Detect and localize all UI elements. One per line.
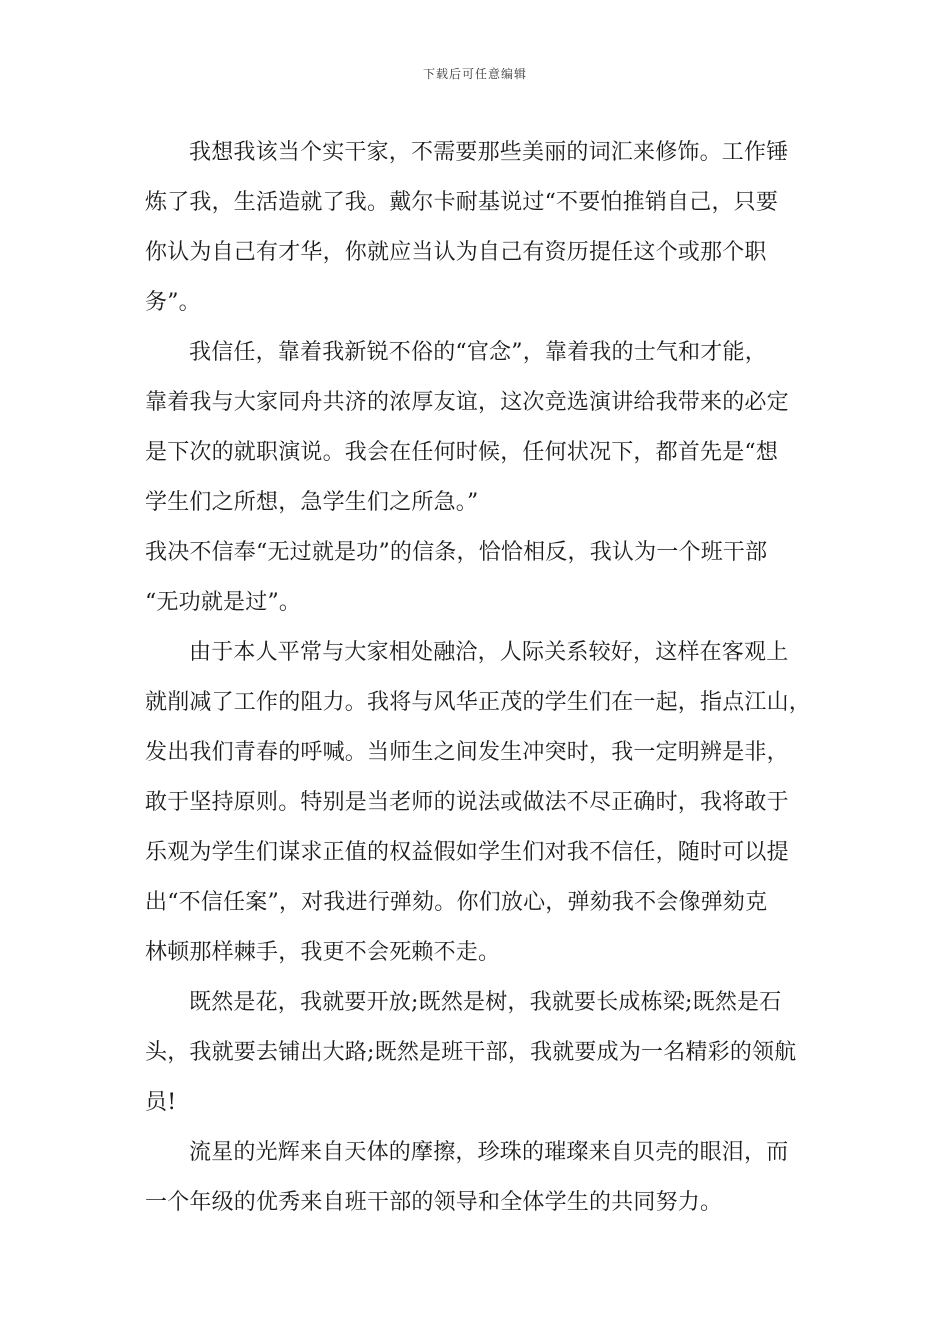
- text-line: 我信任，靠着我新锐不俗的“官念”，靠着我的士气和才能，: [189, 340, 767, 365]
- text-line: 由于本人平常与大家相处融洽，人际关系较好，这样在客观上: [189, 640, 789, 665]
- text-line: 就削减了工作的阻力。我将与风华正茂的学生们在一起，指点江山，: [145, 690, 812, 715]
- text-line: “无功就是过”。: [145, 590, 302, 615]
- text-line: 林顿那样棘手，我更不会死赖不走。: [145, 940, 501, 965]
- document-body: [145, 128, 810, 1228]
- paragraph-2: [145, 328, 810, 528]
- text-line: 务”。: [145, 290, 201, 315]
- paragraph-3: [145, 528, 810, 628]
- text-line: 学生们之所想，急学生们之所急。”: [145, 490, 479, 515]
- text-line: 员!: [145, 1090, 177, 1115]
- text-line: 乐观为学生们谋求正值的权益假如学生们对我不信任，随时可以提: [145, 840, 789, 865]
- text-line: 既然是花，我就要开放;既然是树，我就要长成栋梁;既然是石: [189, 990, 782, 1015]
- text-line: 靠着我与大家同舟共济的浓厚友谊，这次竞选演讲给我带来的必定: [145, 390, 789, 415]
- text-line: 一个年级的优秀来自班干部的领导和全体学生的共同努力。: [145, 1190, 723, 1215]
- paragraph-6: [145, 1128, 810, 1228]
- text-line: 出“不信任案”，对我进行弹劾。你们放心，弹劾我不会像弹劾克: [145, 890, 768, 915]
- text-line: 我决不信奉“无过就是功”的信条，恰恰相反，我认为一个班干部: [145, 540, 768, 565]
- text-line: 你认为自己有才华，你就应当认为自己有资历提任这个或那个职: [145, 240, 767, 265]
- text-line: 敢于坚持原则。特别是当老师的说法或做法不尽正确时，我将敢于: [145, 790, 789, 815]
- page-header: 下载后可任意编辑: [422, 67, 527, 81]
- paragraph-5: [145, 978, 810, 1128]
- paragraph-4: [145, 628, 810, 978]
- text-line: 是下次的就职演说。我会在任何时候，任何状况下，都首先是“想: [145, 440, 779, 465]
- paragraph-1: [145, 128, 810, 328]
- text-line: 发出我们青春的呼喊。当师生之间发生冲突时，我一定明辨是非，: [145, 740, 789, 765]
- text-line: 我想我该当个实干家，不需要那些美丽的词汇来修饰。工作锤: [189, 140, 789, 165]
- text-line: 头，我就要去铺出大路;既然是班干部，我就要成为一名精彩的领航: [145, 1040, 797, 1065]
- text-line: 炼了我，生活造就了我。戴尔卡耐基说过“不要怕推销自己，只要: [145, 190, 779, 215]
- text-line: 流星的光辉来自天体的摩擦，珍珠的璀璨来自贝壳的眼泪，而: [189, 1140, 789, 1165]
